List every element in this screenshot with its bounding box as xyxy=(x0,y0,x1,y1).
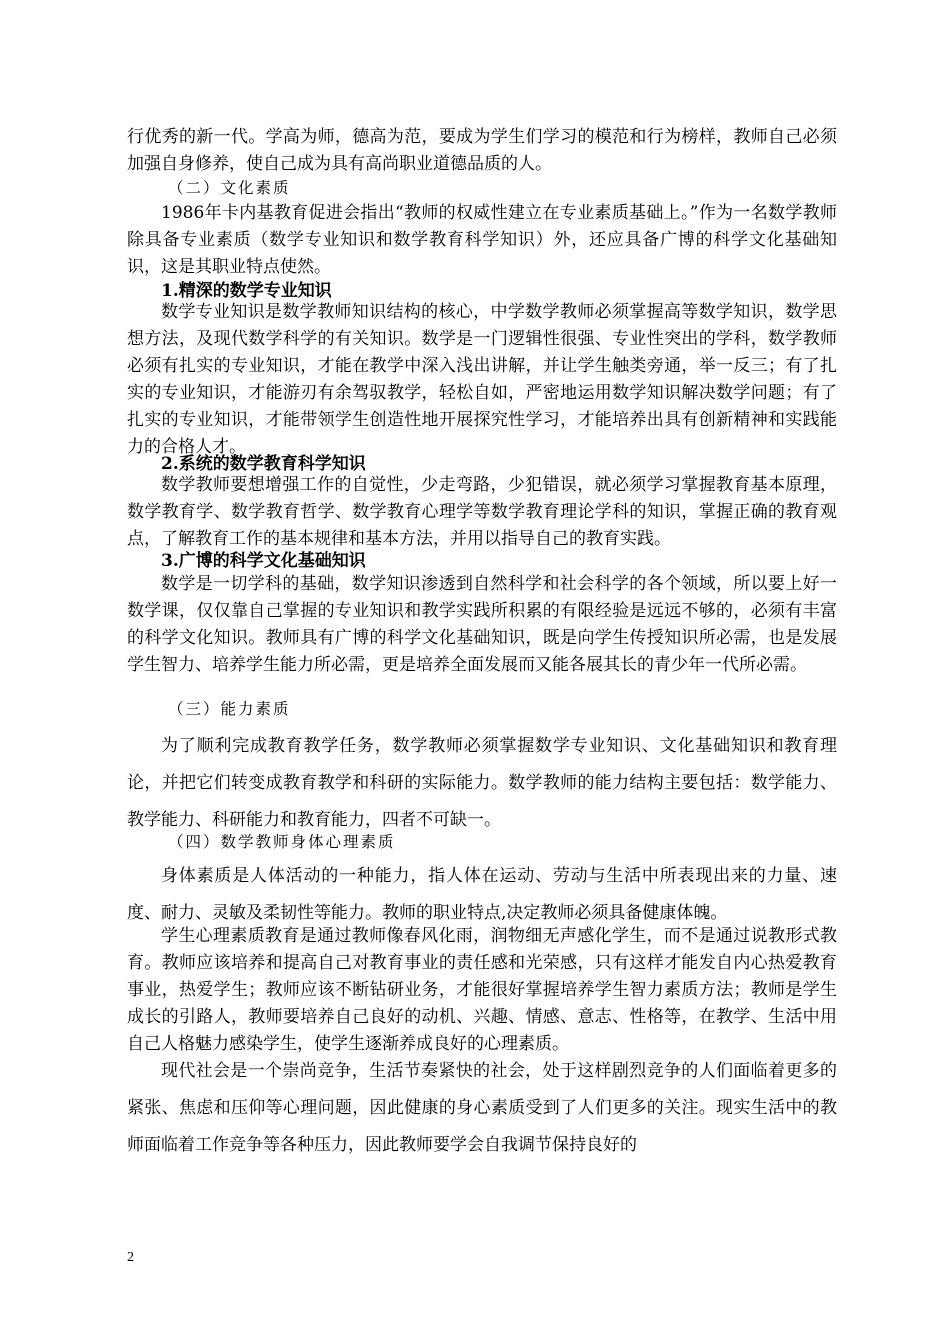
page-number: 2 xyxy=(127,1250,134,1265)
paragraph-text: 学生心理素质教育是通过教师像春风化雨，润物细无声感化学生，而不是通过说教形式教育。教师应该培养和提高自己对教育事业的责任感和光荣感，只有这样才能发自内心热爱教育事业，热爱学生；教师应该不断钻研业务，才能很好掌握培养学生智力素质方法；教师是学生成长的引路人，教师要培养自己良好的动机、兴趣、情感、意志、性格等，在教学、生活中用自己人格魅力感染学生，使学生逐渐养成良好的心理素质。 xyxy=(127,926,837,1054)
paragraph-text: 数学教师要想增强工作的自觉性，少走弯路，少犯错误，就必须学习掌握教育基本原理，数学教育学、数学教育哲学、数学教育心理学等数学教育理论学科的知识，掌握正确的教育观点，了解教育工作的基本规律和基本方法，并用以指导自己的教育实践。 xyxy=(127,475,837,549)
subheading-math-knowledge: 1.精深的数学专业知识 xyxy=(161,281,332,301)
subheading-education-science: 2.系统的数学教育科学知识 xyxy=(161,454,366,474)
paragraph-education-science xyxy=(127,472,837,553)
paragraph-text: 数学是一切学科的基础，数学知识渗透到自然科学和社会科学的各个领域，所以要上好一数学课，仅仅靠自己掌握的专业知识和教学实践所积累的有限经验是远远不够的，必须有丰富的科学文化知识。教师具有广博的科学文化基础知识，既是向学生传授知识所必需，也是发展学生智力、培养学生能力所必需，更是培养全面发展而又能各展其长的青少年一代所必需。 xyxy=(127,574,837,675)
paragraph-text: 为了顺利完成教育教学任务，数学教师必须掌握数学专业知识、文化基础知识和教育理论，并把它们转变成教育教学和科研的实际能力。数学教师的能力结构主要包括：数学能力、教学能力、科研能力和教育能力，四者不可缺一。 xyxy=(127,736,837,830)
paragraph-culture-knowledge xyxy=(127,571,837,679)
paragraph-body xyxy=(127,858,837,932)
paragraph-math-knowledge xyxy=(127,299,837,461)
paragraph-modern-society xyxy=(127,1053,837,1164)
paragraph-culture xyxy=(127,200,837,281)
paragraph-text: 1986年卡内基教育促进会指出“教师的权威性建立在专业素质基础上。”作为一名数学教师除具备专业素质（数学专业知识和数学教育科学知识）外，还应具备广博的科学文化基础知识，这是其职业特点使然。 xyxy=(127,203,837,277)
paragraph-text: 身体素质是人体活动的一种能力，指人体在运动、劳动与生活中所表现出来的力量、速度、耐力、灵敏及柔韧性等能力。教师的职业特点,决定教师必须具备健康体魄。 xyxy=(127,866,837,923)
section-heading-body-mind: （四）数学教师身体心理素质 xyxy=(168,833,396,851)
paragraph-ability xyxy=(127,728,837,839)
paragraph-text: 现代社会是一个崇尚竞争，生活节奏紧快的社会，处于这样剧烈竞争的人们面临着更多的紧张、焦虑和压仰等心理问题，因此健康的身心素质受到了人们更多的关注。现实生活中的教师面临着工作竞争等各种压力，因此教师要学会自我调节保持良好的 xyxy=(127,1061,837,1155)
section-heading-ability: （三）能力素质 xyxy=(168,700,291,718)
paragraph-text: 行优秀的新一代。学高为师，德高为范，要成为学生们学习的模范和行为榜样，教师自己必须加强自身修养，使自己成为具有高尚职业道德品质的人。 xyxy=(127,127,837,174)
subheading-culture-knowledge: 3.广博的科学文化基础知识 xyxy=(161,551,366,571)
paragraph-mind xyxy=(127,923,837,1058)
paragraph-text: 数学专业知识是数学教师知识结构的核心，中学数学教师必须掌握高等数学知识，数学思想方法，及现代数学科学的有关知识。数学是一门逻辑性很强、专业性突出的学科，数学教师必须有扎实的专业知识，才能在教学中深入浅出讲解，并让学生触类旁通，举一反三；有了扎实的专业知识，才能游刃有余驾驭教学，轻松自如，严密地运用数学知识解决数学问题；有了扎实的专业知识，才能带领学生创造性地开展探究性学习，才能培养出具有创新精神和实践能力的合格人才。 xyxy=(127,302,837,457)
paragraph-intro xyxy=(127,124,837,178)
section-heading-culture: （二）文化素质 xyxy=(168,179,291,197)
